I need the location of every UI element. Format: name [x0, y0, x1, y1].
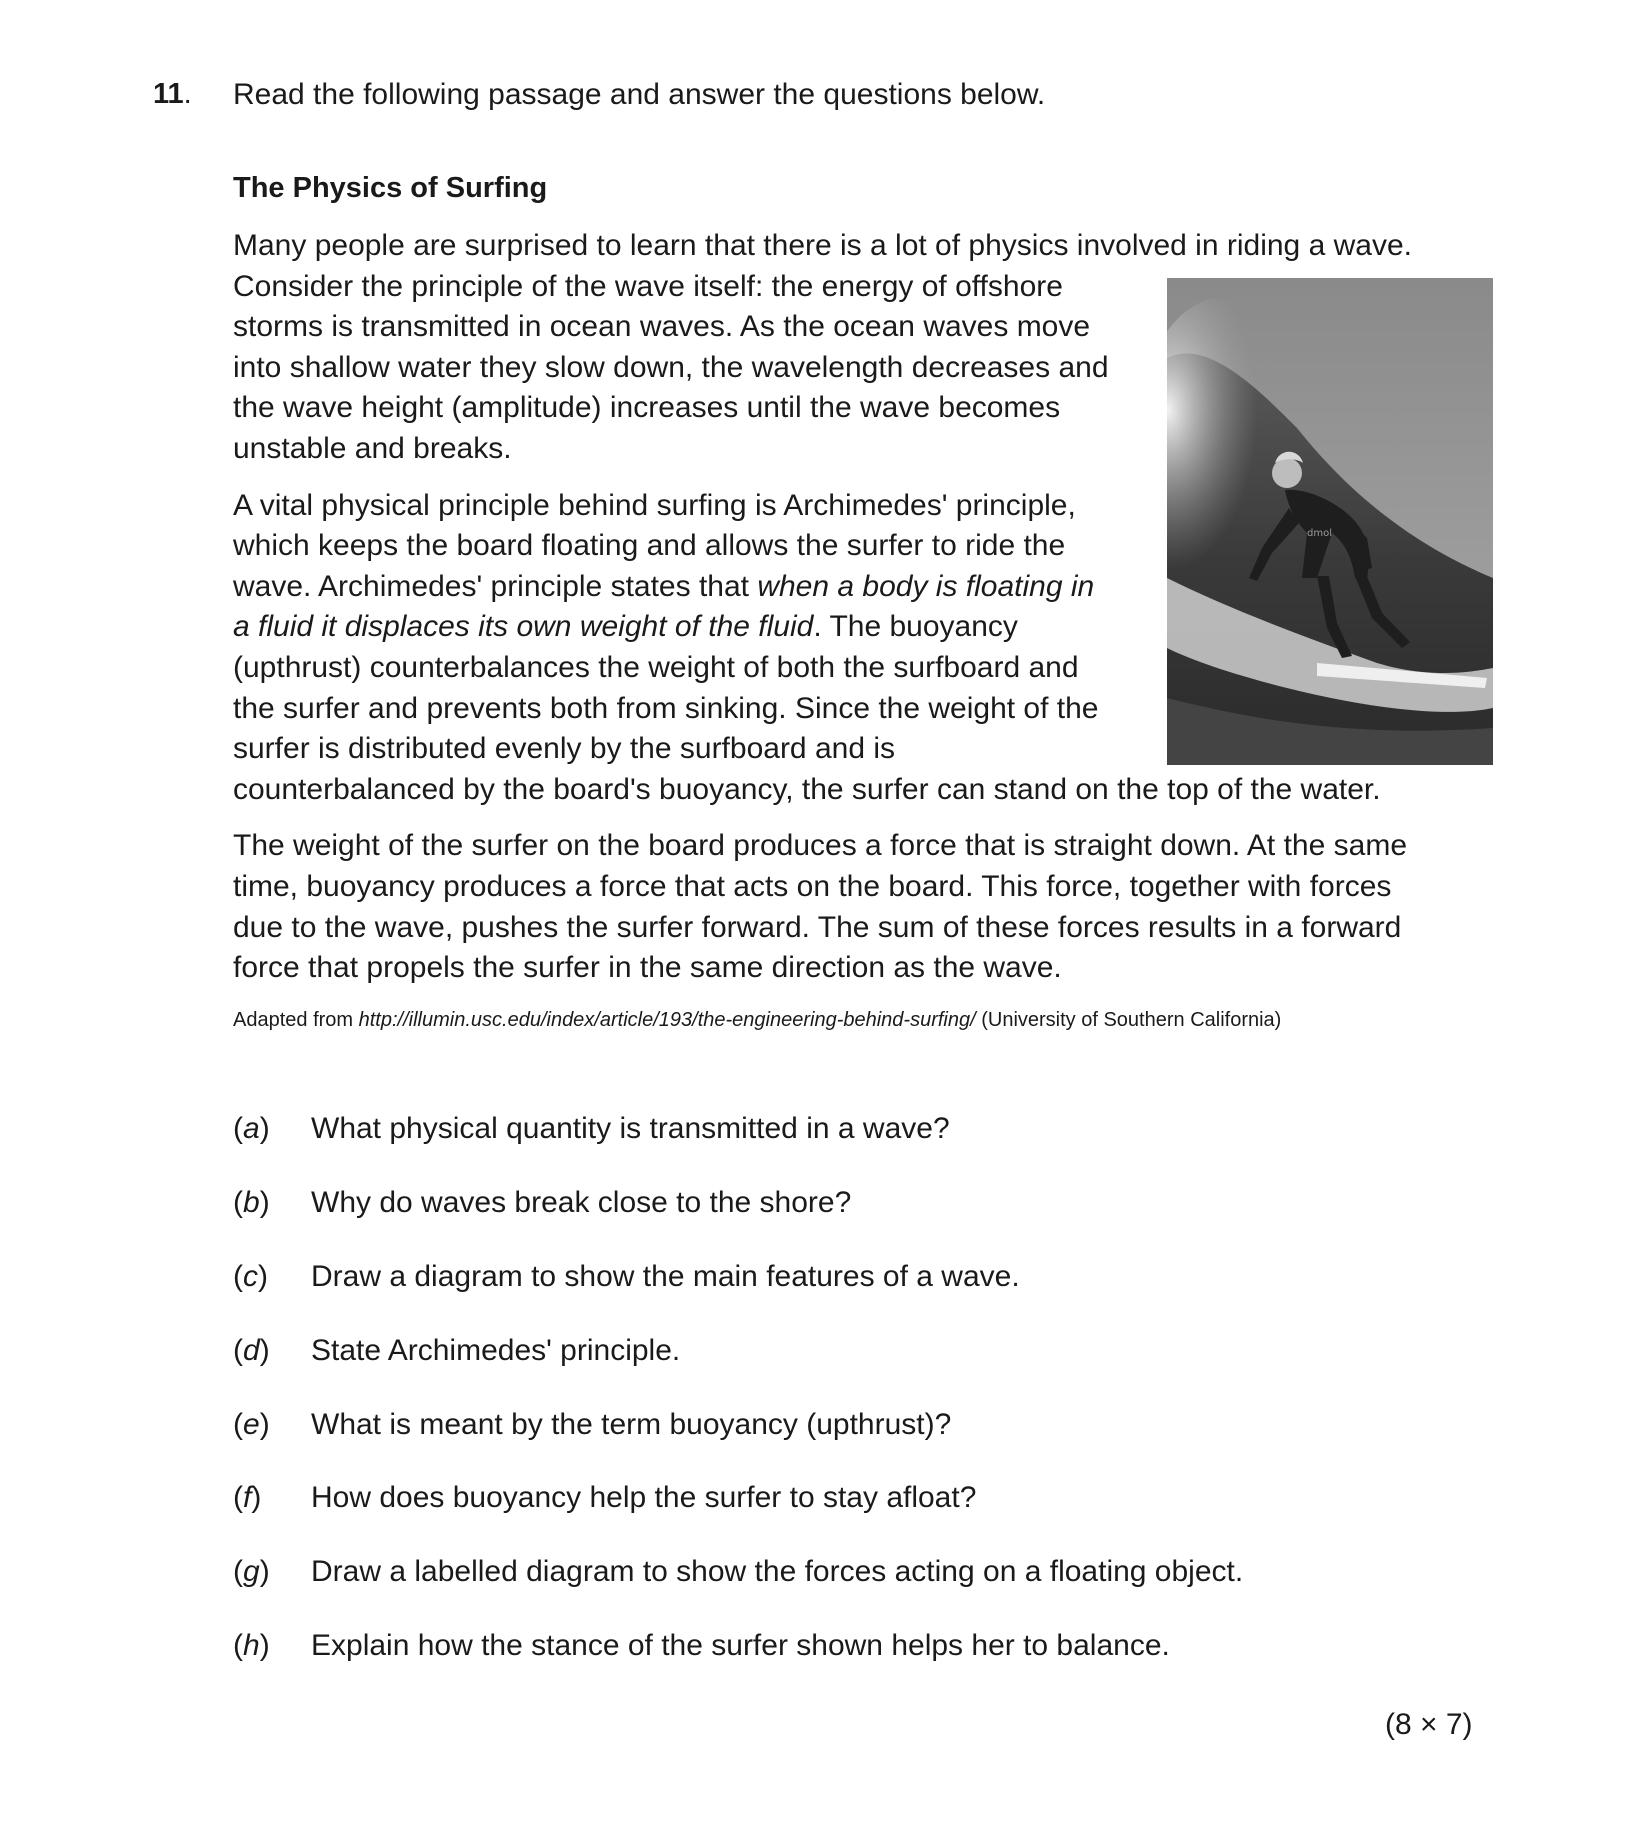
subquestion-label: (e): [233, 1408, 270, 1441]
text-line: (upthrust) counterbalances the weight of both the surfboard and: [233, 650, 1079, 684]
subquestion-d: [233, 1334, 680, 1368]
text-span: . The buoyancy: [813, 610, 1018, 644]
subquestion-label: (d): [233, 1334, 270, 1367]
surfer-photo-icon: [1167, 278, 1493, 765]
subquestion-c: [233, 1260, 1020, 1294]
text-line: the wave height (amplitude) increases until the wave becomes: [233, 391, 1061, 425]
subquestion-text: Why do waves break close to the shore?: [311, 1186, 852, 1219]
text-line: counterbalanced by the board's buoyancy, the surfer can stand on the top of the water.: [233, 772, 1381, 806]
marks-allocation: (8 × 7): [1385, 1708, 1473, 1741]
passage-title: The Physics of Surfing: [233, 172, 548, 204]
source-citation: Adapted from http://illumin.usc.edu/index/article/193/the-engineering-behind-surfing/ (University of Southern California): [233, 1009, 1282, 1031]
subquestion-label: (g): [233, 1555, 270, 1588]
text-line: The weight of the surfer on the board produces a force that is straight down. At the same: [233, 829, 1407, 863]
subquestion-h: [233, 1629, 1170, 1663]
subquestion-f: [233, 1481, 976, 1515]
text-line: storms is transmitted in ocean waves. As the ocean waves move: [233, 310, 1091, 344]
text-line: due to the wave, pushes the surfer forward. The sum of these forces results in a forward: [233, 910, 1402, 944]
question-instruction: Read the following passage and answer the questions below.: [233, 78, 1046, 111]
subquestion-label: (a): [233, 1112, 270, 1145]
passage-paragraph-3: [233, 826, 1493, 988]
subquestion-label: (c): [233, 1260, 268, 1293]
text-line: which keeps the board floating and allows the surfer to ride the: [233, 529, 1066, 563]
subquestion-e: [233, 1408, 951, 1442]
surfer-photo: [1167, 278, 1493, 765]
text-line: force that propels the surfer in the same direction as the wave.: [233, 951, 1062, 985]
subquestion-label: (h): [233, 1629, 270, 1662]
subquestion-text: What physical quantity is transmitted in a wave?: [311, 1112, 950, 1145]
text-line: Consider the principle of the wave itself: the energy of offshore: [233, 269, 1063, 303]
text-line: time, buoyancy produces a force that acts on the board. This force, together with forces: [233, 869, 1392, 903]
subquestion-text: How does buoyancy help the surfer to stay afloat?: [311, 1481, 977, 1514]
source-url: http://illumin.usc.edu/index/article/193/the-engineering-behind-surfing/: [358, 1009, 976, 1031]
subquestion-text: Draw a diagram to show the main features of a wave.: [311, 1260, 1020, 1293]
text-line: unstable and breaks.: [233, 431, 512, 465]
subquestion-g: [233, 1555, 1243, 1589]
subquestion-label: (f): [233, 1481, 262, 1514]
text-line: surfer is distributed evenly by the surfboard and is: [233, 732, 896, 766]
subquestion-text: What is meant by the term buoyancy (upthrust)?: [311, 1408, 952, 1441]
archimedes-italic-text: a fluid it displaces its own weight of the fluid: [233, 610, 814, 644]
subquestion-b: [233, 1186, 851, 1220]
archimedes-italic-text: when a body is floating in: [757, 569, 1095, 603]
subquestion-text: Explain how the stance of the surfer shown helps her to balance.: [311, 1629, 1170, 1662]
text-line: into shallow water they slow down, the wavelength decreases and: [233, 350, 1109, 384]
text-line: A vital physical principle behind surfing is Archimedes' principle,: [233, 488, 1076, 522]
subquestion-text: Draw a labelled diagram to show the forces acting on a floating object.: [311, 1555, 1244, 1588]
text-line: the surfer and prevents both from sinking. Since the weight of the: [233, 691, 1099, 725]
wetsuit-logo-text: dmol: [1307, 528, 1332, 539]
subquestion-a: [233, 1112, 950, 1146]
text-line: Many people are surprised to learn that there is a lot of physics involved in riding a wave.: [233, 229, 1412, 262]
text-span: wave. Archimedes' principle states that: [233, 569, 758, 603]
subquestion-text: State Archimedes' principle.: [311, 1334, 681, 1367]
question-number: 11.: [153, 78, 192, 110]
subquestion-label: (b): [233, 1186, 270, 1219]
